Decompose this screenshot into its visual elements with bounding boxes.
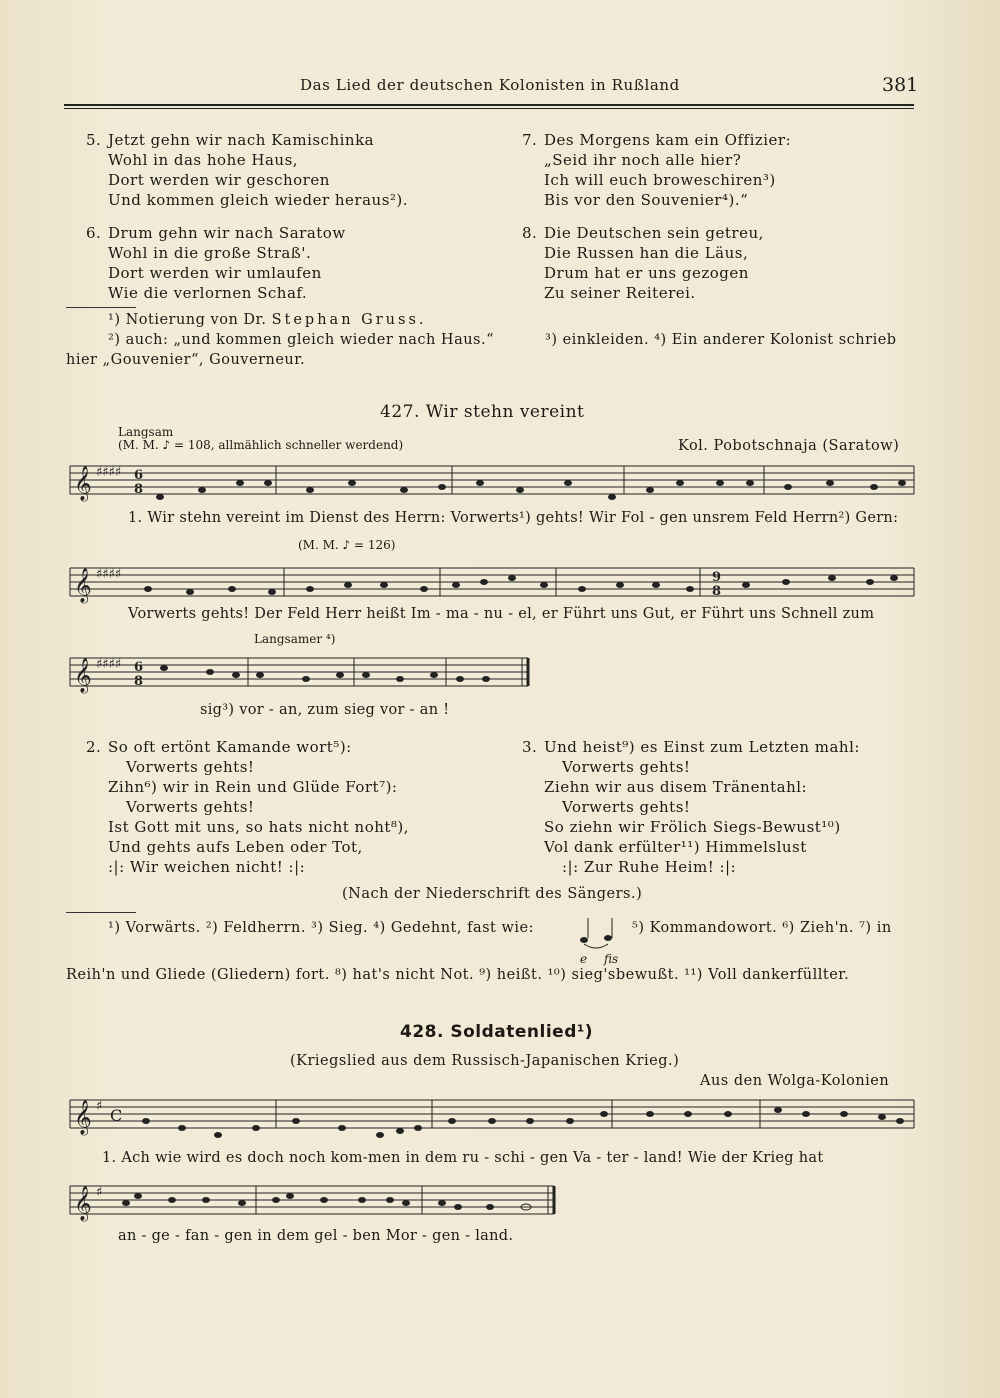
verse-line: Die Deutschen sein getreu, — [544, 224, 764, 242]
svg-text:C: C — [110, 1106, 123, 1125]
verse-6 — [86, 223, 346, 303]
verse-number: 8. — [522, 224, 538, 242]
verse-number: 7. — [522, 131, 538, 149]
verse-number: 6. — [86, 224, 102, 242]
source-note: (Nach der Niederschrift des Sängers.) — [342, 886, 643, 902]
song-source: Kol. Pobotschnaja (Saratow) — [678, 438, 900, 454]
footnote-rule — [66, 307, 136, 308]
verse-line: Jetzt gehn wir nach Kamischinka — [108, 131, 375, 149]
verse-line: Dort werden wir geschoren — [108, 171, 330, 189]
verse-line: Drum gehn wir nach Saratow — [108, 224, 346, 242]
verse-line: Vorwerts gehts! — [126, 758, 255, 776]
footnote-author: Stephan Gruss. — [271, 312, 427, 328]
verse-line: Die Russen han die Läus, — [544, 244, 749, 262]
song-428-source: Aus den Wolga-Kolonien — [700, 1073, 890, 1089]
verse-line: Ich will euch broweschiren³) — [544, 171, 776, 189]
svg-text:9: 9 — [712, 570, 722, 585]
verse-line: Vol dank erfülter¹¹) Himmelslust — [544, 838, 807, 856]
lyrics-line-3: sig³) vor - an, zum sieg vor - an ! — [200, 702, 450, 718]
page-number: 381 — [882, 74, 919, 96]
header-rule-thin — [64, 108, 914, 109]
verse-8 — [522, 223, 764, 303]
metronome-marking: (M. M. ♪ = 108, allmählich schneller werdend) — [118, 438, 404, 452]
header-rule — [64, 104, 914, 106]
svg-text:6: 6 — [134, 468, 144, 483]
tempo-marking-2: Langsamer ⁴) — [254, 632, 336, 646]
svg-text:𝄞: 𝄞 — [74, 1100, 92, 1135]
svg-text:𝄞: 𝄞 — [74, 568, 92, 603]
footnote-2: ²) auch: „und kommen gleich wieder nach Haus.“ — [108, 332, 495, 348]
svg-text:6: 6 — [134, 660, 144, 675]
lyrics-line-1: 1. Wir stehn vereint im Dienst des Herrn: Vorwerts¹) gehts! Wir Fol - gen unsrem Feld Herrn²) Gern: — [128, 510, 899, 526]
svg-text:8: 8 — [134, 482, 144, 497]
verse-number: 5. — [86, 131, 102, 149]
song-428-lyrics-2: an - ge - fan - gen in dem gel - ben Mor - gen - land. — [118, 1228, 514, 1244]
song-427-title: 427. Wir stehn vereint — [380, 402, 585, 422]
verse-line: So ziehn wir Frölich Siegs-Bewust¹⁰) — [544, 818, 841, 836]
footnote-text: ¹) Notierung von Dr. — [108, 312, 267, 328]
verse-line: „Seid ihr noch alle hier? — [544, 151, 742, 169]
song-428-lyrics-1: 1. Ach wie wird es doch noch kom-men in dem ru - schi - gen Va - ter - land! Wie der Krieg hat — [102, 1150, 824, 1166]
verse-line: Vorwerts gehts! — [562, 758, 691, 776]
note-name-e: e — [580, 952, 588, 966]
svg-text:♯: ♯ — [96, 1099, 103, 1114]
music-staff-1 — [64, 460, 920, 504]
verse-line: Vorwerts gehts! — [126, 798, 255, 816]
tempo-marking: Langsam — [118, 425, 174, 439]
svg-text:8: 8 — [712, 584, 722, 599]
verse-line: Dort werden wir umlaufen — [108, 264, 322, 282]
verse-line: Des Morgens kam ein Offizier: — [544, 131, 792, 149]
verse-line: Und heist⁹) es Einst zum Letzten mahl: — [544, 738, 860, 756]
verse-line: Ist Gott mit uns, so hats nicht noht⁸), — [108, 818, 410, 836]
verse-7 — [522, 130, 791, 210]
music-staff-2 — [64, 562, 920, 606]
verse-line: Und kommen gleich wieder heraus²). — [108, 191, 409, 209]
svg-text:8: 8 — [134, 674, 144, 689]
song-427-verse-3 — [522, 737, 860, 877]
verse-5 — [86, 130, 408, 210]
verse-line: So oft ertönt Kamande wort⁵): — [108, 738, 352, 756]
music-staff-4 — [64, 1094, 920, 1142]
verse-line: Drum hat er uns gezogen — [544, 264, 749, 282]
svg-text:♯♯♯♯: ♯♯♯♯ — [96, 657, 122, 672]
song-428-subtitle: (Kriegslied aus dem Russisch-Japanischen Krieg.) — [290, 1053, 680, 1069]
verse-number: 2. — [86, 738, 102, 756]
running-title: Das Lied der deutschen Kolonisten in Rußland — [300, 76, 680, 94]
verse-line: Bis vor den Souvenier⁴).“ — [544, 191, 749, 209]
song-428-title: 428. Soldatenlied¹) — [400, 1022, 594, 1042]
verse-line: Zu seiner Reiterei. — [544, 284, 696, 302]
svg-text:♯: ♯ — [96, 1185, 103, 1200]
lyrics-line-2: Vorwerts gehts! Der Feld Herr heißt Im - ma - nu - el, er Führt uns Gut, er Führt uns Schnell zum — [128, 606, 875, 622]
music-staff-3 — [64, 652, 544, 696]
footnote-continued: hier „Gouvenier“, Gouverneur. — [66, 352, 306, 368]
note-name-fis: fis — [604, 952, 619, 966]
music-staff-5 — [64, 1180, 564, 1224]
footnote-1 — [108, 312, 427, 328]
verse-line: :|: Wir weichen nicht! :|: — [108, 858, 306, 876]
verse-line: Wohl in das hohe Haus, — [108, 151, 299, 169]
verse-line: Vorwerts gehts! — [562, 798, 691, 816]
footnote-rule-2 — [66, 912, 136, 913]
verse-line: Und gehts aufs Leben oder Tot, — [108, 838, 363, 856]
svg-text:♯♯♯♯: ♯♯♯♯ — [96, 567, 122, 582]
footnote-3-4: ³) einkleiden. ⁴) Ein anderer Kolonist schrieb — [545, 332, 897, 348]
svg-text:𝄞: 𝄞 — [74, 1186, 92, 1221]
verse-line: Zihn⁶) wir in Rein und Glüde Fort⁷): — [108, 778, 398, 796]
song-427-footnotes-a: ¹) Vorwärts. ²) Feldherrn. ³) Sieg. ⁴) Gedehnt, fast wie: — [108, 920, 535, 936]
svg-text:𝄞: 𝄞 — [74, 466, 92, 501]
song-427-footnotes-b: ⁵) Kommandowort. ⁶) Zieh'n. ⁷) in — [632, 920, 892, 936]
verse-line: :|: Zur Ruhe Heim! :|: — [562, 858, 737, 876]
svg-text:𝄞: 𝄞 — [74, 658, 92, 693]
song-427-footnotes-c: Reih'n und Gliede (Gliedern) fort. ⁸) hat's nicht Not. ⁹) heißt. ¹⁰) sieg'sbewußt. ¹¹) Voll dankerfüllter. — [66, 967, 850, 983]
verse-number: 3. — [522, 738, 538, 756]
verse-line: Wie die verlornen Schaf. — [108, 284, 308, 302]
verse-line: Ziehn wir aus disem Tränentahl: — [544, 778, 808, 796]
song-427-verse-2 — [86, 737, 409, 877]
footnote-music-example — [576, 914, 622, 950]
svg-text:♯♯♯♯: ♯♯♯♯ — [96, 465, 122, 480]
verse-line: Wohl in die große Straß'. — [108, 244, 312, 262]
metronome-marking-2: (M. M. ♪ = 126) — [298, 538, 396, 552]
